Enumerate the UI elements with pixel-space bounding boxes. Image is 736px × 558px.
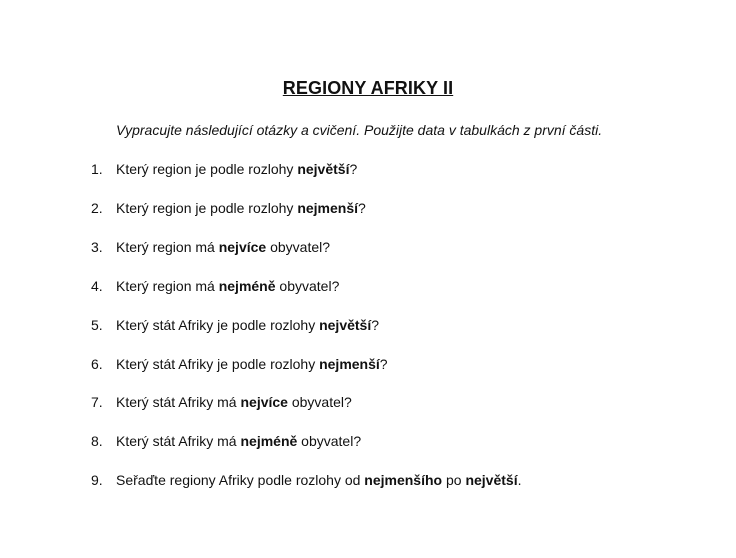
question-text: Který stát Afriky je podle rozlohy nejmenší? [116,356,388,372]
question-number: 6. [91,356,103,372]
question-number: 1. [91,161,103,177]
question-text: Který region má nejvíce obyvatel? [116,239,331,255]
instructions: Vypracujte následující otázky a cvičení. Použijte data v tabulkách z první části. [116,122,603,138]
question-text: Který region je podle rozlohy největší? [116,161,358,177]
question-text: Který region má nejméně obyvatel? [116,278,340,294]
question-number: 4. [91,278,103,294]
question-number: 5. [91,317,103,333]
question-text: Který stát Afriky má nejvíce obyvatel? [116,394,352,410]
question-text: Který stát Afriky má nejméně obyvatel? [116,433,362,449]
question-number: 9. [91,472,103,488]
question-number: 3. [91,239,103,255]
question-number: 7. [91,394,103,410]
question-text: Který stát Afriky je podle rozlohy největší? [116,317,380,333]
page-title: REGIONY AFRIKY II [282,78,454,98]
question-text: Seřaďte regiony Afriky podle rozlohy od nejmenšího po největší. [116,472,522,488]
question-text: Který region je podle rozlohy nejmenší? [116,200,366,216]
question-number: 2. [91,200,103,216]
question-number: 8. [91,433,103,449]
